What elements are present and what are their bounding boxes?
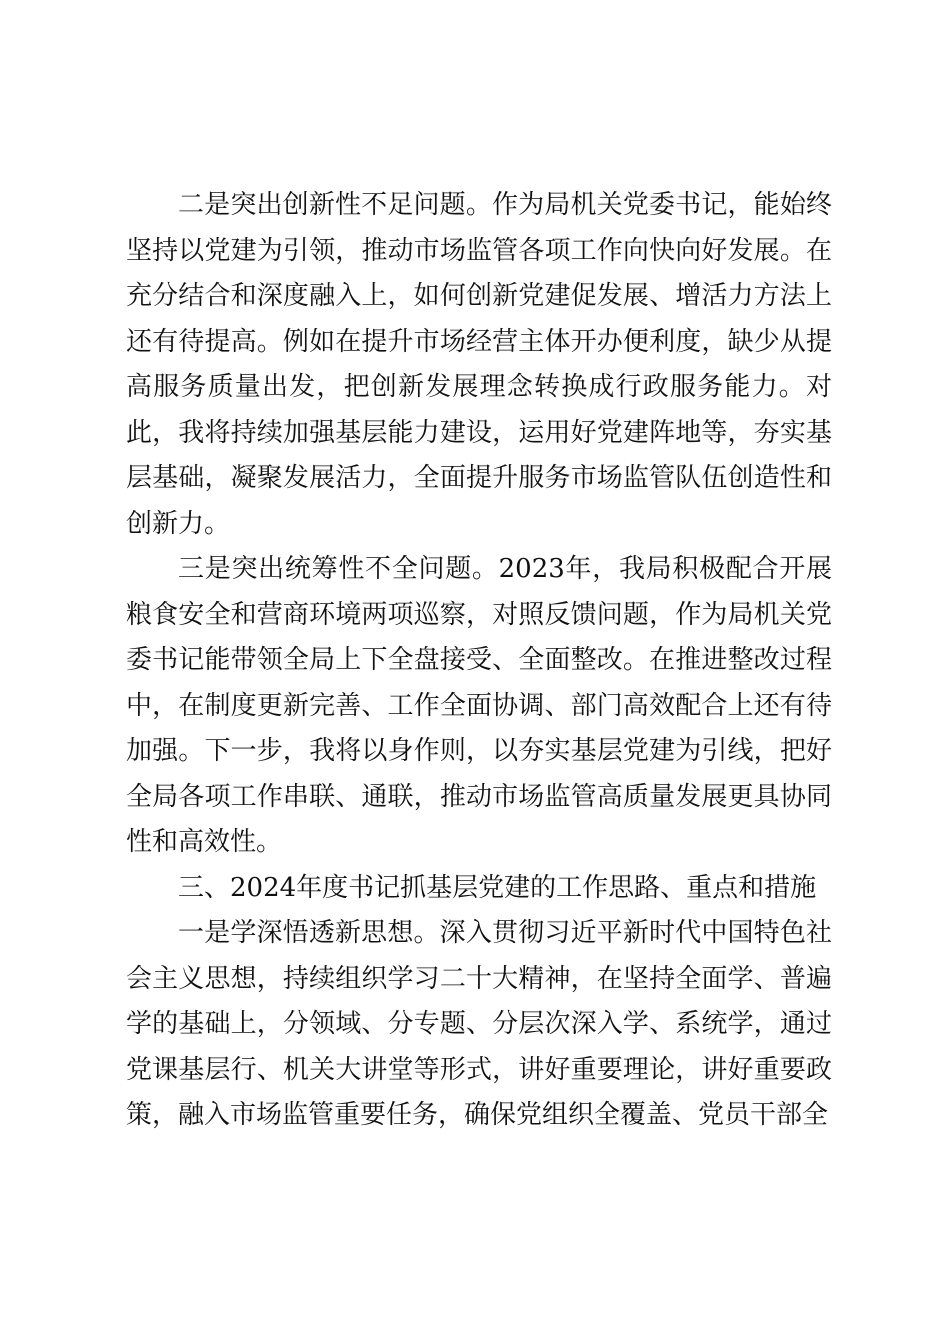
paragraph-study-thought: 一是学深悟透新思想。深入贯彻习近平新时代中国特色社会主义思想，持续组织学习二十大精神，在坚持全面学、普遍学的基础上，分领域、分专题、分层次深入学、系统学，通过党课基层行、机关大讲堂等形式，讲好重要理论，讲好重要政策，融入市场监管重要任务，确保党组织全覆盖、党员干部全 [126, 918, 832, 1130]
document-body [126, 183, 832, 1139]
paragraph-innovation-issue: 二是突出创新性不足问题。作为局机关党委书记，能始终坚持以党建为引领，推动市场监管各项工作向快向好发展。在充分结合和深度融入上，如何创新党建促发展、增活力方法上还有待提高。例如在提升市场经营主体开办便利度，缺少从提高服务质量出发，把创新发展理念转换成行政服务能力。对此，我将持续加强基层能力建设，运用好党建阵地等，夯实基层基础，凝聚发展活力，全面提升服务市场监管队伍创造性和创新力。 [126, 190, 832, 539]
paragraph-coordination-issue: 三是突出统筹性不全问题。2023年，我局积极配合开展粮食安全和营商环境两项巡察，对照反馈问题，作为局机关党委书记能带领全局上下全盘接受、全面整改。在推进整改过程中，在制度更新完善、工作全面协调、部门高效配合上还有待加强。下一步，我将以身作则，以夯实基层党建为引线，把好全局各项工作串联、通联，推动市场监管高质量发展更具协同性和高效性。 [126, 554, 832, 857]
section-heading-2024-plan: 三、2024年度书记抓基层党建的工作思路、重点和措施 [178, 872, 817, 903]
